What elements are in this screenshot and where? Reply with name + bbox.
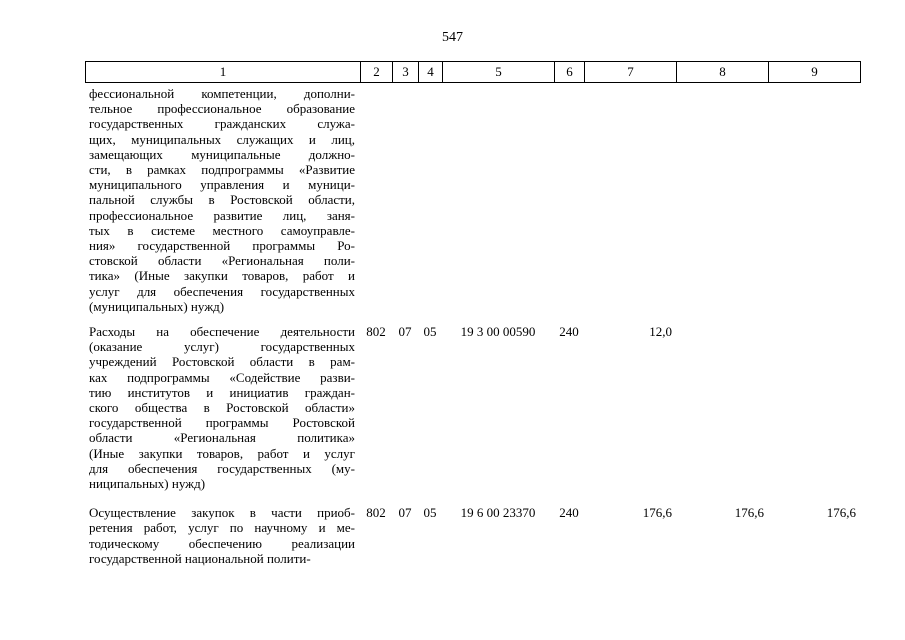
column-header-7: 7 xyxy=(585,62,677,83)
description-line: учреждений Ростовской области в рам- xyxy=(89,354,355,370)
description-line: стовской области «Региональная поли- xyxy=(89,253,355,269)
column-header-3: 3 xyxy=(393,62,419,83)
cell-c3: 07 xyxy=(398,505,412,521)
page-number: 547 xyxy=(442,30,463,45)
description-line: ретения работ, услуг по научному и ме- xyxy=(89,520,355,536)
description-line: услуг для обеспечения государственных xyxy=(89,283,355,299)
description-line: тию институтов и инициатив граждан- xyxy=(89,384,355,400)
table-body xyxy=(0,86,905,566)
cell-c9: 176,6 xyxy=(826,505,856,521)
cell-c4: 05 xyxy=(423,324,437,340)
description-line: государственных гражданских служа- xyxy=(89,116,355,132)
cell-c5: 19 3 00 00590 xyxy=(460,324,536,340)
cell-c7: 176,6 xyxy=(642,505,672,521)
column-header-4: 4 xyxy=(419,62,443,83)
description-line: тых в системе местного самоуправле- xyxy=(89,222,355,238)
description-line: государственной национальной полити- xyxy=(89,550,311,566)
column-header-1: 1 xyxy=(86,62,361,83)
cell-c4: 05 xyxy=(423,505,437,521)
cell-c6: 240 xyxy=(559,505,579,521)
column-header-5: 5 xyxy=(443,62,555,83)
cell-c3: 07 xyxy=(398,324,412,340)
column-header-2: 2 xyxy=(361,62,393,83)
description-line: профессиональное развитие лиц, заня- xyxy=(89,207,355,223)
description-line: тодическому обеспечению реализации xyxy=(89,535,355,551)
cell-c7: 12,0 xyxy=(649,324,672,340)
description-line: Расходы на обеспечение деятельности xyxy=(89,324,355,340)
table-row xyxy=(0,86,905,314)
row-description xyxy=(89,86,355,314)
column-header-8: 8 xyxy=(677,62,769,83)
table-row xyxy=(0,505,905,566)
column-header-6: 6 xyxy=(555,62,585,83)
column-header-9: 9 xyxy=(769,62,861,83)
description-line: сти, в рамках подпрограммы «Развитие xyxy=(89,162,355,178)
description-line: (муниципальных) нужд) xyxy=(89,298,225,314)
description-line: пальной службы в Ростовской области, xyxy=(89,192,355,208)
cell-c2: 802 xyxy=(366,324,386,340)
cell-c6: 240 xyxy=(559,324,579,340)
description-line: ского общества в Ростовской области» xyxy=(89,400,355,416)
description-line: для обеспечения государственных (му- xyxy=(89,460,355,476)
description-line: государственной программы Ростовской xyxy=(89,415,355,431)
description-line: области «Региональная политика» xyxy=(89,430,355,446)
description-line: ниципальных) нужд) xyxy=(89,476,206,492)
description-line: Осуществление закупок в части приоб- xyxy=(89,505,355,521)
description-line: муниципального управления и муници- xyxy=(89,177,355,193)
description-line: фессиональной компетенции, дополни- xyxy=(89,86,355,101)
description-line: ния» государственной программы Ро- xyxy=(89,238,355,254)
cell-c5: 19 6 00 23370 xyxy=(460,505,536,521)
description-line: щих, муниципальных служащих и лиц, xyxy=(89,131,355,147)
description-line: (Иные закупки товаров, работ и услуг xyxy=(89,445,355,461)
table-row xyxy=(0,324,905,491)
description-line: тика» (Иные закупки товаров, работ и xyxy=(89,268,355,284)
cell-c8: 176,6 xyxy=(734,505,764,521)
row-description xyxy=(89,324,355,491)
description-line: тельное профессиональное образование xyxy=(89,101,355,117)
description-line: (оказание услуг) государственных xyxy=(89,339,355,355)
cell-c2: 802 xyxy=(366,505,386,521)
row-description xyxy=(89,505,355,566)
table-header xyxy=(85,61,861,83)
description-line: замещающих муниципальные должно- xyxy=(89,146,355,162)
description-line: ках подпрограммы «Содействие разви- xyxy=(89,369,355,385)
